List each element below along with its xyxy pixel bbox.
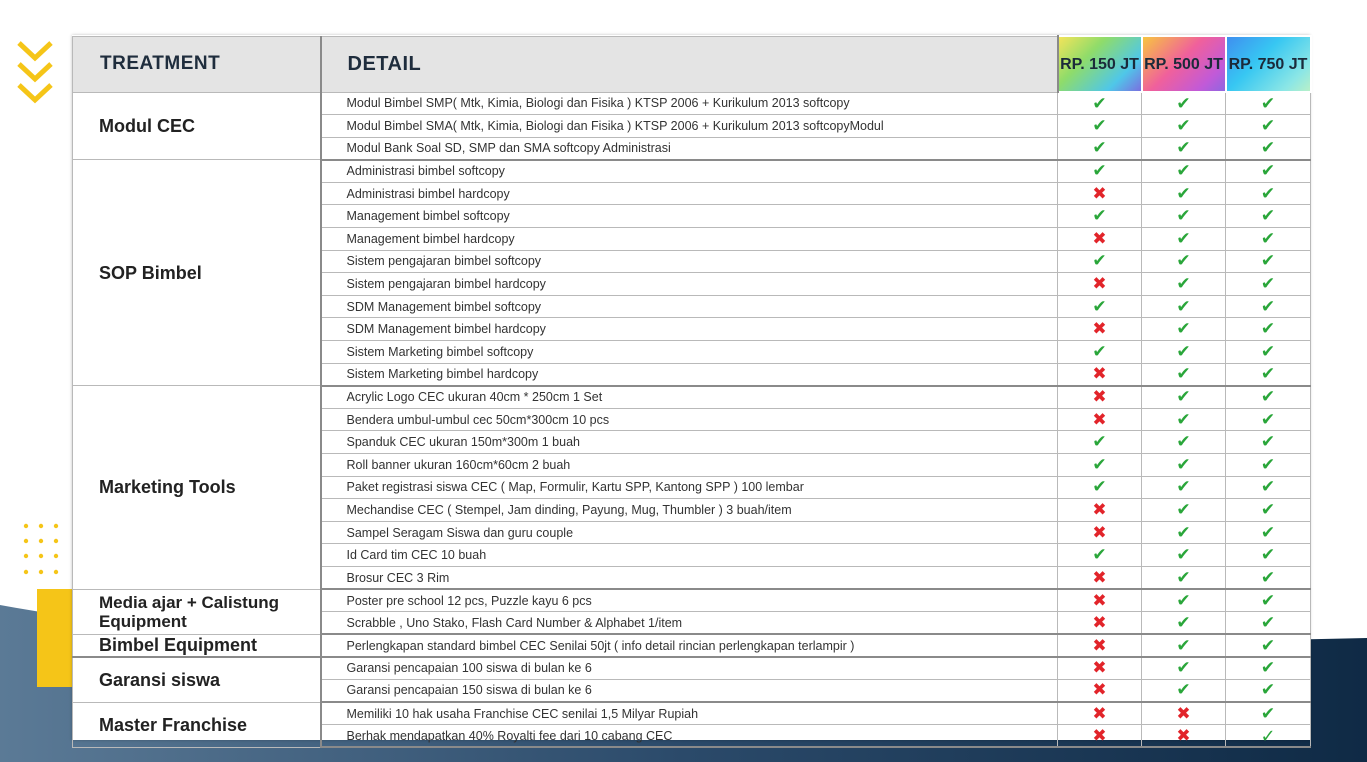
cross-icon: ✖: [1092, 680, 1107, 700]
treatment-cell: Bimbel Equipment: [73, 634, 321, 657]
check-icon: ✔: [1260, 703, 1276, 723]
availability-cell: [1226, 725, 1311, 748]
check-icon: ✔: [1092, 251, 1107, 271]
check-icon: ✔: [1260, 477, 1276, 497]
availability-cell: [1142, 137, 1226, 160]
detail-cell: Modul Bimbel SMA( Mtk, Kimia, Biologi dan Fisika ) KTSP 2006 + Kurikulum 2013 softcopyModul: [321, 115, 1058, 138]
cross-icon: ✖: [1092, 635, 1107, 655]
availability-cell: [1142, 634, 1226, 657]
availability-cell: [1142, 544, 1226, 567]
availability-cell: [1142, 454, 1226, 477]
check-icon: ✔: [1092, 454, 1107, 474]
table-row: [73, 160, 1311, 183]
availability-cell: [1142, 657, 1226, 680]
cross-icon: ✖: [1092, 567, 1107, 587]
availability-cell: [1058, 679, 1142, 702]
check-icon: ✔: [1176, 567, 1191, 587]
header-treatment: TREATMENT: [73, 36, 321, 92]
check-icon: ✔: [1260, 296, 1276, 316]
detail-cell: Sistem Marketing bimbel hardcopy: [321, 363, 1058, 386]
table-row: [73, 634, 1311, 657]
check-icon: ✔: [1176, 387, 1191, 407]
availability-cell: [1058, 115, 1142, 138]
availability-cell: [1058, 521, 1142, 544]
check-icon: ✔: [1260, 138, 1276, 158]
availability-cell: [1058, 454, 1142, 477]
availability-cell: [1058, 657, 1142, 680]
availability-cell: [1058, 725, 1142, 748]
availability-cell: [1226, 454, 1311, 477]
availability-cell: [1226, 160, 1311, 183]
check-icon: ✔: [1176, 635, 1191, 655]
availability-cell: [1226, 521, 1311, 544]
availability-cell: [1142, 160, 1226, 183]
header-detail: DETAIL: [321, 36, 1058, 92]
check-icon: ✔: [1176, 545, 1191, 565]
availability-cell: [1058, 363, 1142, 386]
check-icon: ✔: [1260, 432, 1276, 452]
detail-cell: Sistem pengajaran bimbel softcopy: [321, 250, 1058, 273]
check-icon: ✔: [1176, 680, 1191, 700]
availability-cell: [1226, 318, 1311, 341]
check-icon: ✔: [1260, 364, 1276, 384]
check-icon: ✔: [1260, 635, 1276, 655]
cross-icon: ✖: [1092, 409, 1107, 429]
check-icon: ✔: [1260, 454, 1276, 474]
check-icon: ✔: [1260, 499, 1276, 519]
cross-icon: ✖: [1092, 725, 1107, 745]
cross-icon: ✖: [1092, 274, 1107, 294]
check-icon: ✔: [1176, 161, 1191, 181]
availability-cell: [1226, 431, 1311, 454]
table-row: [73, 702, 1311, 725]
check-icon: ✔: [1176, 228, 1191, 248]
availability-cell: [1058, 318, 1142, 341]
cross-icon: ✖: [1092, 228, 1107, 248]
availability-cell: [1058, 702, 1142, 725]
detail-cell: Mechandise CEC ( Stempel, Jam dinding, Payung, Mug, Thumbler ) 3 buah/item: [321, 499, 1058, 522]
cross-icon: ✖: [1092, 522, 1107, 542]
availability-cell: [1142, 612, 1226, 635]
availability-cell: [1226, 363, 1311, 386]
availability-cell: [1142, 182, 1226, 205]
availability-cell: [1226, 182, 1311, 205]
availability-cell: [1142, 205, 1226, 228]
availability-cell: [1226, 612, 1311, 635]
check-icon: ✔: [1176, 341, 1191, 361]
availability-cell: [1226, 137, 1311, 160]
detail-cell: SDM Management bimbel softcopy: [321, 295, 1058, 318]
availability-cell: [1058, 250, 1142, 273]
check-icon: ✔: [1176, 364, 1191, 384]
availability-cell: [1058, 634, 1142, 657]
availability-cell: [1226, 250, 1311, 273]
availability-cell: [1142, 725, 1226, 748]
availability-cell: [1226, 205, 1311, 228]
availability-cell: [1226, 702, 1311, 725]
check-icon: ✔: [1260, 590, 1276, 610]
availability-cell: [1058, 612, 1142, 635]
detail-cell: Administrasi bimbel hardcopy: [321, 182, 1058, 205]
detail-cell: Roll banner ukuran 160cm*60cm 2 buah: [321, 454, 1058, 477]
availability-cell: [1226, 476, 1311, 499]
check-icon: ✔: [1176, 274, 1191, 294]
check-icon: ✔: [1260, 93, 1276, 113]
check-icon: ✔: [1176, 612, 1191, 632]
check-icon: ✔: [1260, 658, 1276, 678]
cross-icon: ✖: [1176, 703, 1191, 723]
yellow-accent-bar: [37, 589, 72, 687]
cross-icon: ✖: [1092, 703, 1107, 723]
availability-cell: [1226, 634, 1311, 657]
availability-cell: [1142, 521, 1226, 544]
check-icon: ✔: [1176, 477, 1191, 497]
availability-cell: [1226, 273, 1311, 296]
detail-cell: Perlengkapan standard bimbel CEC Senilai 50jt ( info detail rincian perlengkapan terlampir ): [321, 634, 1058, 657]
availability-cell: [1142, 273, 1226, 296]
check-icon: ✔: [1260, 522, 1276, 542]
chevron-down-icon: [16, 40, 54, 108]
detail-cell: Paket registrasi siswa CEC ( Map, Formulir, Kartu SPP, Kantong SPP ) 100 lembar: [321, 476, 1058, 499]
check-icon: ✔: [1260, 161, 1276, 181]
check-icon: ✔: [1092, 432, 1107, 452]
availability-cell: [1142, 341, 1226, 364]
detail-cell: Modul Bimbel SMP( Mtk, Kimia, Biologi dan Fisika ) KTSP 2006 + Kurikulum 2013 softcopy: [321, 92, 1058, 115]
cross-icon: ✖: [1092, 319, 1107, 339]
detail-cell: Scrabble , Uno Stako, Flash Card Number & Alphabet 1/item: [321, 612, 1058, 635]
availability-cell: [1058, 92, 1142, 115]
check-icon: ✔: [1176, 183, 1191, 203]
check-icon: ✔: [1176, 499, 1191, 519]
detail-cell: SDM Management bimbel hardcopy: [321, 318, 1058, 341]
detail-cell: Sistem pengajaran bimbel hardcopy: [321, 273, 1058, 296]
availability-cell: [1142, 228, 1226, 251]
check-icon: ✔: [1176, 296, 1191, 316]
availability-cell: [1142, 363, 1226, 386]
availability-cell: [1142, 386, 1226, 409]
treatment-cell: Marketing Tools: [73, 386, 321, 589]
header-price-500: RP. 500 JT: [1142, 36, 1226, 92]
check-icon: ✔: [1260, 183, 1276, 203]
table-row: [73, 657, 1311, 680]
availability-cell: [1058, 386, 1142, 409]
dots-decoration: [22, 522, 64, 578]
header-price-750: RP. 750 JT: [1226, 36, 1311, 92]
detail-cell: Bendera umbul-umbul cec 50cm*300cm 10 pcs: [321, 408, 1058, 431]
availability-cell: [1058, 295, 1142, 318]
availability-cell: [1226, 341, 1311, 364]
check-icon: ✔: [1092, 93, 1107, 113]
availability-cell: [1142, 566, 1226, 589]
availability-cell: [1142, 679, 1226, 702]
header-price-150: RP. 150 JT: [1058, 36, 1142, 92]
availability-cell: [1142, 408, 1226, 431]
detail-cell: Acrylic Logo CEC ukuran 40cm * 250cm 1 Set: [321, 386, 1058, 409]
check-icon: ✔: [1092, 138, 1107, 158]
availability-cell: [1226, 386, 1311, 409]
detail-cell: Administrasi bimbel softcopy: [321, 160, 1058, 183]
availability-cell: [1058, 499, 1142, 522]
check-icon: ✔: [1260, 612, 1276, 632]
check-icon: ✔: [1260, 387, 1276, 407]
availability-cell: [1058, 431, 1142, 454]
availability-cell: [1226, 589, 1311, 612]
detail-cell: Id Card tim CEC 10 buah: [321, 544, 1058, 567]
detail-cell: Spanduk CEC ukuran 150m*300m 1 buah: [321, 431, 1058, 454]
detail-cell: Poster pre school 12 pcs, Puzzle kayu 6 pcs: [321, 589, 1058, 612]
check-icon: ✔: [1176, 115, 1191, 135]
availability-cell: [1058, 544, 1142, 567]
availability-cell: [1142, 476, 1226, 499]
detail-cell: Memiliki 10 hak usaha Franchise CEC senilai 1,5 Milyar Rupiah: [321, 702, 1058, 725]
check-icon: ✔: [1260, 680, 1276, 700]
check-icon: ✔: [1176, 138, 1191, 158]
check-icon: ✔: [1176, 93, 1191, 113]
check-icon: ✔: [1176, 432, 1191, 452]
detail-cell: Management bimbel hardcopy: [321, 228, 1058, 251]
check-icon: ✔: [1260, 341, 1276, 361]
check-icon: ✔: [1176, 590, 1191, 610]
availability-cell: [1058, 137, 1142, 160]
availability-cell: [1058, 182, 1142, 205]
check-icon: ✔: [1176, 319, 1191, 339]
check-icon: ✔: [1260, 228, 1276, 248]
availability-cell: [1058, 341, 1142, 364]
detail-cell: Sistem Marketing bimbel softcopy: [321, 341, 1058, 364]
detail-cell: Garansi pencapaian 150 siswa di bulan ke 6: [321, 679, 1058, 702]
cross-icon: ✖: [1092, 183, 1107, 203]
cross-icon: ✖: [1176, 725, 1191, 745]
check-icon: ✔: [1092, 296, 1107, 316]
availability-cell: [1226, 92, 1311, 115]
cross-icon: ✖: [1092, 658, 1107, 678]
check-icon: ✓: [1260, 725, 1276, 746]
availability-cell: [1142, 589, 1226, 612]
availability-cell: [1058, 205, 1142, 228]
availability-cell: [1226, 408, 1311, 431]
check-icon: ✔: [1176, 409, 1191, 429]
check-icon: ✔: [1092, 115, 1107, 135]
availability-cell: [1226, 679, 1311, 702]
cross-icon: ✖: [1092, 612, 1107, 632]
check-icon: ✔: [1176, 454, 1191, 474]
availability-cell: [1142, 295, 1226, 318]
table-row: [73, 589, 1311, 612]
table-row: [73, 92, 1311, 115]
check-icon: ✔: [1176, 251, 1191, 271]
availability-cell: [1142, 702, 1226, 725]
check-icon: ✔: [1092, 161, 1107, 181]
availability-cell: [1058, 566, 1142, 589]
availability-cell: [1058, 476, 1142, 499]
check-icon: ✔: [1092, 206, 1107, 226]
detail-cell: Brosur CEC 3 Rim: [321, 566, 1058, 589]
detail-cell: Modul Bank Soal SD, SMP dan SMA softcopy Administrasi: [321, 137, 1058, 160]
cross-icon: ✖: [1092, 499, 1107, 519]
detail-cell: Berhak mendapatkan 40% Royalti fee dari 10 cabang CEC: [321, 725, 1058, 748]
check-icon: ✔: [1260, 115, 1276, 135]
cross-icon: ✖: [1092, 590, 1107, 610]
availability-cell: [1226, 228, 1311, 251]
table-header-row: [73, 36, 1311, 92]
availability-cell: [1226, 657, 1311, 680]
availability-cell: [1226, 566, 1311, 589]
availability-cell: [1226, 295, 1311, 318]
check-icon: ✔: [1176, 522, 1191, 542]
check-icon: ✔: [1260, 274, 1276, 294]
availability-cell: [1142, 431, 1226, 454]
check-icon: ✔: [1092, 477, 1107, 497]
availability-cell: [1226, 544, 1311, 567]
check-icon: ✔: [1260, 319, 1276, 339]
cross-icon: ✖: [1092, 364, 1107, 384]
detail-cell: Garansi pencapaian 100 siswa di bulan ke 6: [321, 657, 1058, 680]
availability-cell: [1058, 273, 1142, 296]
check-icon: ✔: [1260, 545, 1276, 565]
availability-cell: [1142, 499, 1226, 522]
check-icon: ✔: [1260, 206, 1276, 226]
availability-cell: [1058, 160, 1142, 183]
availability-cell: [1058, 408, 1142, 431]
check-icon: ✔: [1260, 409, 1276, 429]
detail-cell: Management bimbel softcopy: [321, 205, 1058, 228]
availability-cell: [1142, 318, 1226, 341]
check-icon: ✔: [1260, 251, 1276, 271]
availability-cell: [1226, 115, 1311, 138]
treatment-cell: SOP Bimbel: [73, 160, 321, 386]
detail-cell: Sampel Seragam Siswa dan guru couple: [321, 521, 1058, 544]
franchise-comparison-table: [72, 35, 1310, 746]
treatment-cell: Media ajar + Calistung Equipment: [73, 589, 321, 634]
treatment-cell: Master Franchise: [73, 702, 321, 747]
treatment-cell: Modul CEC: [73, 92, 321, 160]
availability-cell: [1142, 250, 1226, 273]
availability-cell: [1226, 499, 1311, 522]
check-icon: ✔: [1092, 341, 1107, 361]
check-icon: ✔: [1176, 206, 1191, 226]
check-icon: ✔: [1092, 545, 1107, 565]
availability-cell: [1058, 589, 1142, 612]
availability-cell: [1142, 115, 1226, 138]
availability-cell: [1058, 228, 1142, 251]
check-icon: ✔: [1260, 567, 1276, 587]
check-icon: ✔: [1176, 658, 1191, 678]
availability-cell: [1142, 92, 1226, 115]
table-row: [73, 386, 1311, 409]
treatment-cell: Garansi siswa: [73, 657, 321, 702]
cross-icon: ✖: [1092, 387, 1107, 407]
